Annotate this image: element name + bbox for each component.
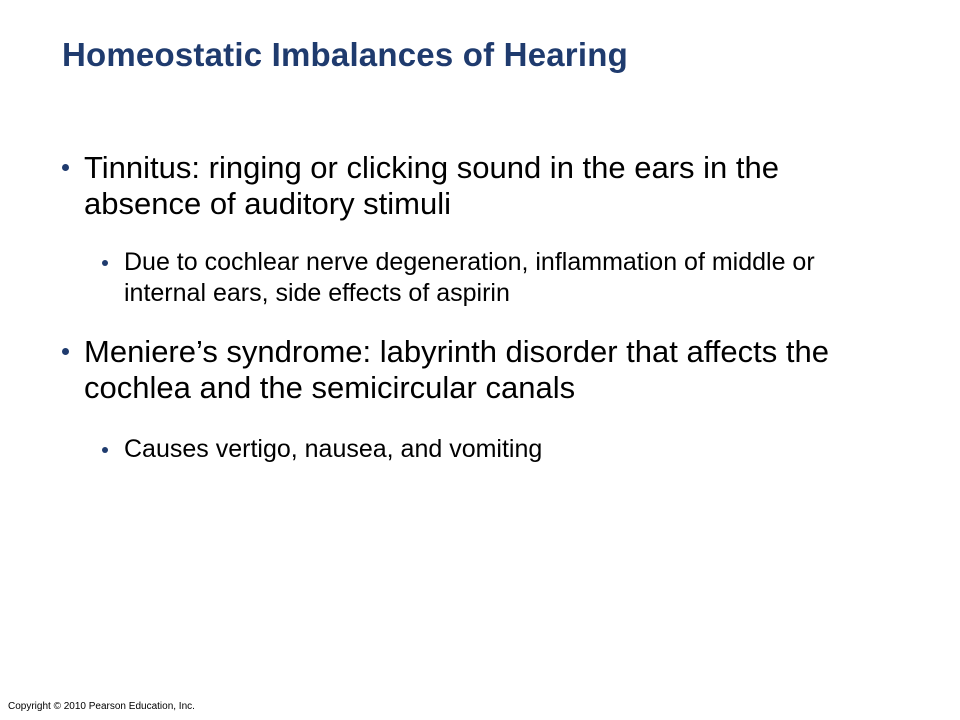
- bullet-menieres: [62, 334, 892, 406]
- bullet-dot-icon: [62, 164, 69, 171]
- sub-bullet-menieres-symptoms: [102, 434, 892, 465]
- bullet-dot-icon: [62, 348, 69, 355]
- sub-bullet-text: Causes vertigo, nausea, and vomiting: [124, 435, 543, 463]
- slide-title: Homeostatic Imbalances of Hearing: [62, 36, 628, 73]
- copyright-notice: Copyright © 2010 Pearson Education, Inc.: [8, 701, 195, 712]
- bullet-tinnitus: [62, 150, 892, 222]
- slide-content: [62, 150, 892, 465]
- sub-bullet-dot-icon: [102, 260, 108, 266]
- bullet-text: Meniere’s syndrome: labyrinth disorder that affects the cochlea and the semicircular canals: [84, 334, 829, 405]
- bullet-text: Tinnitus: ringing or clicking sound in the ears in the absence of auditory stimuli: [84, 150, 780, 221]
- sub-bullet-text: Due to cochlear nerve degeneration, inflammation of middle or internal ears, side effects of aspirin: [124, 248, 815, 307]
- sub-bullet-tinnitus-causes: [102, 247, 892, 309]
- sub-bullet-dot-icon: [102, 447, 108, 453]
